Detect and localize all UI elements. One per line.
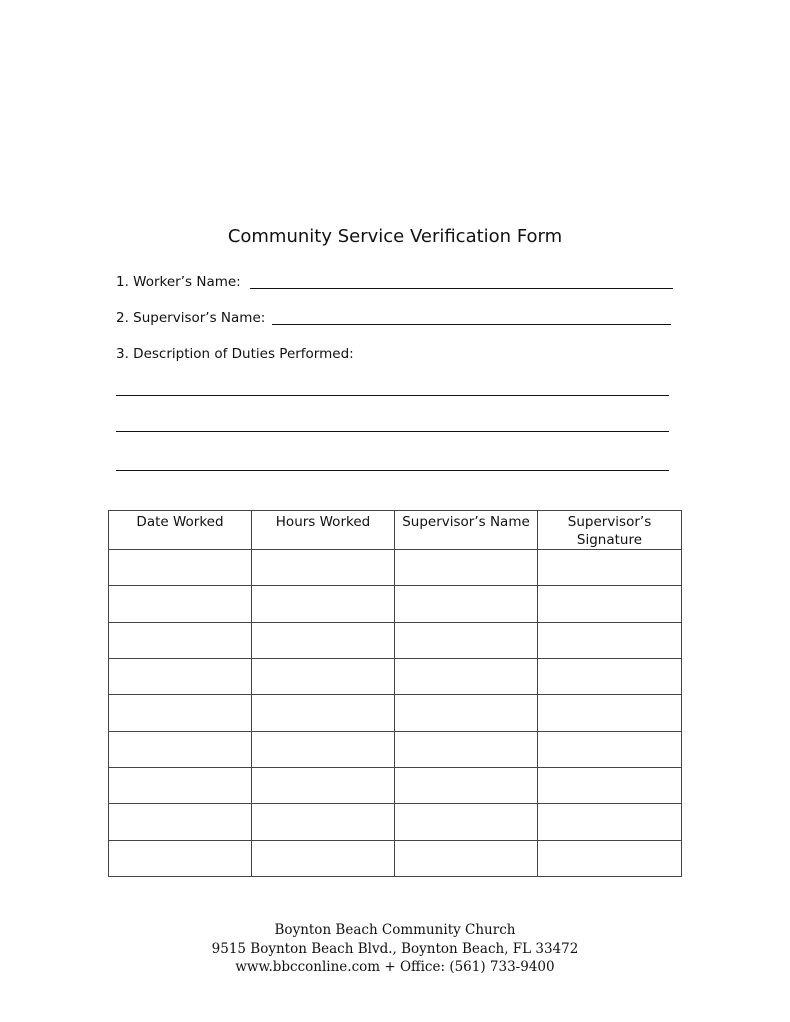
table-row xyxy=(109,767,682,803)
supervisor-signature-cell[interactable] xyxy=(538,550,682,586)
supervisor-signature-cell[interactable] xyxy=(538,731,682,767)
table-row xyxy=(109,731,682,767)
table-row xyxy=(109,622,682,658)
table-row xyxy=(109,695,682,731)
worker-name-input-line[interactable] xyxy=(250,288,673,289)
hours-worked-cell[interactable] xyxy=(252,767,395,803)
header-supervisor-signature-text: Supervisor’s Signature xyxy=(567,514,652,548)
supervisor-name-label: 2. Supervisor’s Name: xyxy=(116,310,266,326)
date-worked-cell[interactable] xyxy=(109,658,252,694)
footer-contact: www.bbcconline.com + Office: (561) 733-9400 xyxy=(235,959,555,975)
supervisor-signature-cell[interactable] xyxy=(538,695,682,731)
duties-label: 3. Description of Duties Performed: xyxy=(116,346,354,362)
duties-input-line-3[interactable] xyxy=(116,470,669,471)
footer-org-name: Boynton Beach Community Church xyxy=(274,922,516,938)
date-worked-cell[interactable] xyxy=(109,767,252,803)
supervisor-name-cell[interactable] xyxy=(395,804,538,840)
table-header-row xyxy=(109,511,682,550)
supervisor-signature-cell[interactable] xyxy=(538,840,682,876)
worker-name-label: 1. Worker’s Name: xyxy=(116,274,241,290)
table-row xyxy=(109,804,682,840)
table-row xyxy=(109,586,682,622)
worker-name-field xyxy=(116,274,241,290)
form-title: Community Service Verification Form xyxy=(227,226,563,247)
supervisor-name-cell[interactable] xyxy=(395,622,538,658)
supervisor-signature-cell[interactable] xyxy=(538,622,682,658)
date-worked-cell[interactable] xyxy=(109,804,252,840)
hours-worked-cell[interactable] xyxy=(252,550,395,586)
header-supervisor-name: Supervisor’s Name xyxy=(395,511,538,550)
date-worked-cell[interactable] xyxy=(109,622,252,658)
hours-worked-cell[interactable] xyxy=(252,658,395,694)
duties-input-line-2[interactable] xyxy=(116,431,669,432)
date-worked-cell[interactable] xyxy=(109,840,252,876)
supervisor-name-cell[interactable] xyxy=(395,658,538,694)
date-worked-cell[interactable] xyxy=(109,731,252,767)
supervisor-signature-cell[interactable] xyxy=(538,767,682,803)
header-date-worked: Date Worked xyxy=(109,511,252,550)
date-worked-cell[interactable] xyxy=(109,550,252,586)
date-worked-cell[interactable] xyxy=(109,586,252,622)
service-log-table xyxy=(108,510,682,877)
supervisor-name-input-line[interactable] xyxy=(272,324,671,325)
table-body xyxy=(109,550,682,877)
supervisor-name-cell[interactable] xyxy=(395,586,538,622)
table-row xyxy=(109,550,682,586)
header-supervisor-signature xyxy=(538,511,682,550)
supervisor-signature-cell[interactable] xyxy=(538,804,682,840)
header-hours-worked: Hours Worked xyxy=(252,511,395,550)
duties-field xyxy=(116,346,354,362)
hours-worked-cell[interactable] xyxy=(252,695,395,731)
hours-worked-cell[interactable] xyxy=(252,840,395,876)
footer xyxy=(0,921,790,977)
supervisor-name-field xyxy=(116,310,265,326)
hours-worked-cell[interactable] xyxy=(252,622,395,658)
date-worked-cell[interactable] xyxy=(109,695,252,731)
supervisor-signature-cell[interactable] xyxy=(538,586,682,622)
supervisor-name-cell[interactable] xyxy=(395,767,538,803)
table-row xyxy=(109,840,682,876)
supervisor-signature-cell[interactable] xyxy=(538,658,682,694)
supervisor-name-cell[interactable] xyxy=(395,731,538,767)
hours-worked-cell[interactable] xyxy=(252,731,395,767)
hours-worked-cell[interactable] xyxy=(252,586,395,622)
supervisor-name-cell[interactable] xyxy=(395,840,538,876)
duties-input-line-1[interactable] xyxy=(116,395,669,396)
supervisor-name-cell[interactable] xyxy=(395,695,538,731)
footer-address: 9515 Boynton Beach Blvd., Boynton Beach, FL 33472 xyxy=(211,940,579,957)
supervisor-name-cell[interactable] xyxy=(395,550,538,586)
hours-worked-cell[interactable] xyxy=(252,804,395,840)
table-row xyxy=(109,658,682,694)
